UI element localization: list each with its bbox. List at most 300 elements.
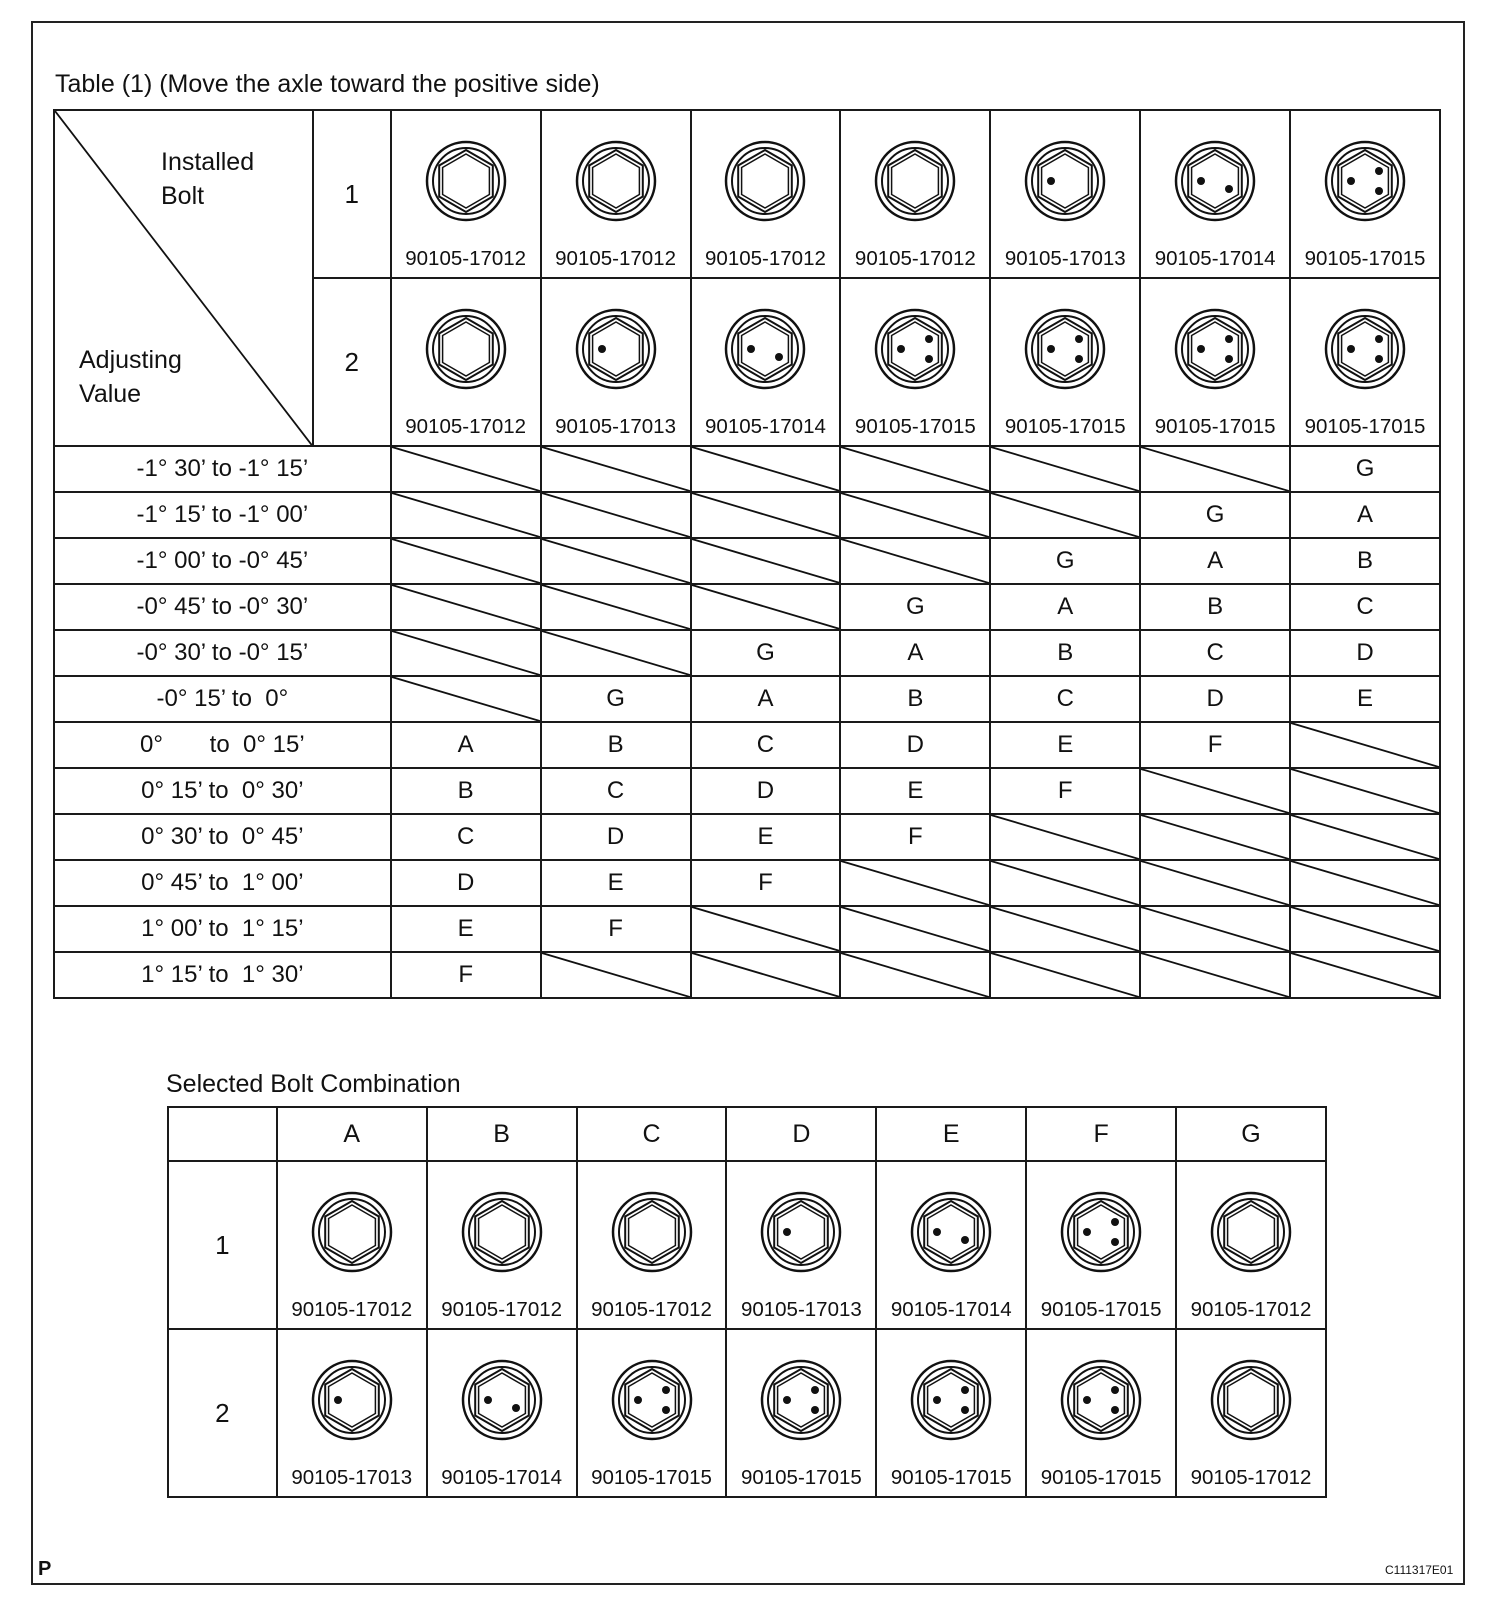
adjusting-value-row [54,906,1440,952]
bolt-mark-dot [1047,177,1055,185]
not-applicable-slash [1291,907,1439,951]
not-applicable-cell [541,584,691,630]
bolt-mark-dot [1075,355,1083,363]
not-applicable-slash [991,493,1139,537]
bolt-3-dot-icon [1173,307,1257,391]
bolt-mark-dot [1111,1218,1119,1226]
not-applicable-cell [990,860,1140,906]
not-applicable-cell [391,584,541,630]
bolt-mark-dot [811,1406,819,1414]
not-applicable-cell [840,492,990,538]
not-applicable-cell [1290,906,1440,952]
not-applicable-slash [1141,815,1289,859]
adjusting-value-row [54,630,1440,676]
not-applicable-slash [392,493,540,537]
part-number: 90105-17015 [591,1466,712,1489]
combination-letter-cell: D [391,860,541,906]
combination-letter-cell: C [691,722,841,768]
not-applicable-slash [1141,861,1289,905]
not-applicable-cell [391,538,541,584]
bolt-mark-dot [925,355,933,363]
combination-letter-cell: A [1140,538,1290,584]
not-applicable-slash [991,447,1139,491]
combination-letter-cell: A [990,584,1140,630]
combination-letter-cell: B [840,676,990,722]
combination-letter-cell: F [1140,722,1290,768]
not-applicable-cell [1290,952,1440,998]
bolt-cell [726,1329,876,1497]
combination-letter-cell: A [391,722,541,768]
bolt-0-dot-icon [610,1190,694,1274]
combination-header-row [168,1107,1326,1161]
not-applicable-cell [1290,860,1440,906]
adjusting-value-range: 1° 00’ to 1° 15’ [54,906,391,952]
not-applicable-cell [1140,860,1290,906]
not-applicable-slash [841,953,989,997]
bolt-cell [726,1161,876,1329]
not-applicable-cell [840,446,990,492]
adjusting-value-row [54,676,1440,722]
bolt-mark-dot [1197,177,1205,185]
bolt-mark-dot [1347,177,1355,185]
part-number: 90105-17015 [1004,415,1126,438]
adjusting-value-row [54,538,1440,584]
bolt-mark-dot [1111,1238,1119,1246]
header-blank-cell [168,1107,277,1161]
bolt-mark-dot [933,1396,941,1404]
not-applicable-cell [1290,768,1440,814]
bolt-cell [1176,1161,1326,1329]
adjusting-value-row [54,722,1440,768]
part-number: 90105-17012 [405,247,527,270]
not-applicable-cell [1290,722,1440,768]
bolt-mark-dot [1083,1228,1091,1236]
not-applicable-slash [542,539,690,583]
adjusting-value-row [54,584,1440,630]
bolt-position-number: 2 [168,1329,277,1497]
combination-letter-cell: C [391,814,541,860]
bolt-mark-dot [1111,1406,1119,1414]
bolt-position-number: 2 [313,278,391,446]
combination-letter-cell: E [1290,676,1440,722]
not-applicable-slash [392,447,540,491]
installed-bolt-row [54,110,1440,278]
bolt-2-dot-icon [909,1190,993,1274]
not-applicable-cell [541,492,691,538]
bolt-cell [1290,278,1440,446]
adjusting-value-range: -0° 15’ to 0° [54,676,391,722]
part-number: 90105-17014 [705,415,826,438]
combination-column-header: E [876,1107,1026,1161]
not-applicable-cell [391,630,541,676]
not-applicable-slash [392,585,540,629]
not-applicable-slash [1291,815,1439,859]
bolt-0-dot-icon [574,139,658,223]
not-applicable-slash [1291,723,1439,767]
combination-column-header: B [427,1107,577,1161]
part-number: 90105-17015 [1040,1466,1162,1489]
not-applicable-slash [542,631,690,675]
adjusting-value-row [54,446,1440,492]
not-applicable-cell [1140,446,1290,492]
adjusting-value-row [54,952,1440,998]
combination-letter-cell: C [541,768,691,814]
part-number: 90105-17012 [854,247,976,270]
bolt-cell [990,278,1140,446]
adjusting-value-range: 0° to 0° 15’ [54,722,391,768]
bolt-0-dot-icon [1209,1190,1293,1274]
bolt-mark-dot [1197,345,1205,353]
bolt-cell [541,278,691,446]
not-applicable-cell [990,906,1140,952]
not-applicable-cell [990,492,1140,538]
not-applicable-cell [1140,814,1290,860]
bolt-mark-dot [811,1386,819,1394]
not-applicable-slash [991,861,1139,905]
part-number: 90105-17014 [890,1298,1012,1321]
bolt-3-dot-icon [909,1358,993,1442]
not-applicable-slash [1141,769,1289,813]
not-applicable-slash [841,907,989,951]
bolt-mark-dot [1075,335,1083,343]
part-number: 90105-17015 [1304,247,1426,270]
selected-bolt-row [168,1329,1326,1497]
adjusting-value-row [54,814,1440,860]
not-applicable-slash [1141,953,1289,997]
bolt-3-dot-icon [1059,1358,1143,1442]
not-applicable-slash [1141,447,1289,491]
adjusting-value-row [54,768,1440,814]
bolt-mark-dot [1375,187,1383,195]
adjusting-value-range: -0° 30’ to -0° 15’ [54,630,391,676]
bolt-position-number: 1 [313,110,391,278]
bolt-cell [876,1329,1026,1497]
part-number: 90105-17015 [1040,1298,1162,1321]
not-applicable-cell [541,630,691,676]
not-applicable-cell [840,952,990,998]
bolt-mark-dot [783,1396,791,1404]
bolt-cell [1290,110,1440,278]
not-applicable-cell [990,952,1140,998]
adjusting-value-range: -1° 15’ to -1° 00’ [54,492,391,538]
not-applicable-cell [1140,952,1290,998]
not-applicable-slash [991,907,1139,951]
corner-mark: P [38,1558,52,1580]
part-number: 90105-17013 [740,1298,862,1321]
bolt-cell [1026,1161,1176,1329]
bolt-cell [840,110,990,278]
not-applicable-slash [1141,907,1289,951]
part-number: 90105-17012 [405,415,527,438]
not-applicable-cell [391,492,541,538]
adjusting-value-row [54,492,1440,538]
not-applicable-cell [990,814,1140,860]
bolt-3-dot-icon [759,1358,843,1442]
combination-letter-cell: E [391,906,541,952]
bolt-3-dot-icon [873,307,957,391]
bolt-mark-dot [662,1386,670,1394]
not-applicable-cell [541,952,691,998]
combination-letter-cell: F [391,952,541,998]
bolt-3-dot-icon [610,1358,694,1442]
not-applicable-cell [840,906,990,952]
not-applicable-cell [541,538,691,584]
part-number: 90105-17012 [1190,1466,1312,1489]
not-applicable-slash [692,953,840,997]
combination-letter-cell: C [1140,630,1290,676]
combination-letter-cell: E [990,722,1140,768]
combination-letter-cell: B [990,630,1140,676]
combination-letter-cell: B [1290,538,1440,584]
bolt-cell [1140,278,1290,446]
combination-column-header: D [726,1107,876,1161]
combination-letter-cell: A [1290,492,1440,538]
bolt-mark-dot [598,345,606,353]
not-applicable-cell [691,952,841,998]
adjusting-value-table [53,109,1441,999]
bolt-mark-dot [961,1386,969,1394]
not-applicable-slash [991,953,1139,997]
bolt-1-dot-icon [310,1358,394,1442]
bolt-3-dot-icon [1059,1190,1143,1274]
not-applicable-cell [691,492,841,538]
bolt-0-dot-icon [424,139,508,223]
not-applicable-cell [691,446,841,492]
combination-letter-cell: C [990,676,1140,722]
bolt-mark-dot [1225,355,1233,363]
bolt-0-dot-icon [460,1190,544,1274]
bolt-cell [840,278,990,446]
part-number: 90105-17014 [1154,247,1276,270]
bolt-mark-dot [1375,355,1383,363]
adjusting-value-label: Adjusting Value [79,346,182,408]
adjusting-value-range: 0° 45’ to 1° 00’ [54,860,391,906]
bolt-mark-dot [783,1228,791,1236]
bolt-cell [391,110,541,278]
bolt-cell [577,1329,727,1497]
bolt-cell [990,110,1140,278]
figure-code: C111317E01 [1385,1563,1454,1577]
bolt-mark-dot [747,345,755,353]
bolt-mark-dot [1347,345,1355,353]
not-applicable-slash [991,815,1139,859]
not-applicable-cell [1140,768,1290,814]
header-corner-cell [54,110,313,446]
bolt-mark-dot [484,1396,492,1404]
not-applicable-cell [691,584,841,630]
not-applicable-slash [542,493,690,537]
bolt-1-dot-icon [574,307,658,391]
bolt-mark-dot [775,353,783,361]
bolt-mark-dot [933,1228,941,1236]
not-applicable-slash [841,861,989,905]
combination-letter-cell: G [691,630,841,676]
not-applicable-slash [1291,953,1439,997]
adjusting-value-range: -1° 00’ to -0° 45’ [54,538,391,584]
not-applicable-slash [392,631,540,675]
part-number: 90105-17015 [890,1466,1012,1489]
bolt-0-dot-icon [873,139,957,223]
part-number: 90105-17013 [291,1466,413,1489]
combination-letter-cell: D [541,814,691,860]
combination-letter-cell: E [691,814,841,860]
bolt-cell [876,1161,1026,1329]
bolt-mark-dot [961,1406,969,1414]
combination-letter-cell: E [541,860,691,906]
selected-bolt-row [168,1161,1326,1329]
bolt-cell [577,1161,727,1329]
combination-column-header: G [1176,1107,1326,1161]
part-number: 90105-17013 [555,415,676,438]
bolt-mark-dot [1375,335,1383,343]
part-number: 90105-17014 [441,1466,563,1489]
bolt-cell [277,1161,427,1329]
not-applicable-cell [990,446,1140,492]
adjusting-value-range: 0° 30’ to 0° 45’ [54,814,391,860]
not-applicable-cell [541,446,691,492]
bolt-0-dot-icon [723,139,807,223]
bolt-1-dot-icon [1023,139,1107,223]
combination-letter-cell: D [1140,676,1290,722]
installed-bolt-label: Installed Bolt [161,148,255,210]
not-applicable-slash [841,447,989,491]
bolt-0-dot-icon [310,1190,394,1274]
bolt-cell [1176,1329,1326,1497]
bolt-cell [1026,1329,1176,1497]
not-applicable-cell [691,538,841,584]
combination-letter-cell: G [1140,492,1290,538]
bolt-cell [391,278,541,446]
combination-letter-cell: E [840,768,990,814]
not-applicable-slash [1291,861,1439,905]
combination-letter-cell: B [391,768,541,814]
not-applicable-slash [542,953,690,997]
adjusting-value-row [54,860,1440,906]
bolt-mark-dot [1225,335,1233,343]
combination-letter-cell: B [541,722,691,768]
not-applicable-slash [692,539,840,583]
part-number: 90105-17015 [854,415,976,438]
part-number: 90105-17015 [740,1466,862,1489]
bolt-mark-dot [961,1236,969,1244]
bolt-mark-dot [1375,167,1383,175]
bolt-mark-dot [334,1396,342,1404]
part-number: 90105-17012 [555,247,676,270]
not-applicable-slash [542,447,690,491]
combination-letter-cell: G [1290,446,1440,492]
not-applicable-cell [391,676,541,722]
bolt-cell [427,1161,577,1329]
bolt-mark-dot [925,335,933,343]
not-applicable-cell [1140,906,1290,952]
not-applicable-slash [392,677,540,721]
combination-letter-cell: D [840,722,990,768]
part-number: 90105-17012 [591,1298,712,1321]
not-applicable-slash [1291,769,1439,813]
not-applicable-cell [1290,814,1440,860]
not-applicable-slash [841,539,989,583]
not-applicable-slash [841,493,989,537]
bolt-3-dot-icon [1323,307,1407,391]
bolt-0-dot-icon [424,307,508,391]
bolt-cell [277,1329,427,1497]
not-applicable-slash [692,585,840,629]
combination-letter-cell: D [1290,630,1440,676]
not-applicable-slash [392,539,540,583]
combination-letter-cell: F [840,814,990,860]
part-number: 90105-17012 [1190,1298,1312,1321]
adjusting-value-range: -1° 30’ to -1° 15’ [54,446,391,492]
combination-letter-cell: A [691,676,841,722]
adjusting-value-range: -0° 45’ to -0° 30’ [54,584,391,630]
not-applicable-slash [542,585,690,629]
combination-letter-cell: F [691,860,841,906]
adjusting-value-range: 0° 15’ to 0° 30’ [54,768,391,814]
not-applicable-slash [692,493,840,537]
part-number: 90105-17012 [291,1298,413,1321]
not-applicable-slash [692,447,840,491]
combination-column-header: C [577,1107,727,1161]
not-applicable-cell [840,860,990,906]
combination-column-header: F [1026,1107,1176,1161]
bolt-mark-dot [512,1404,520,1412]
selected-bolt-combination-table [167,1106,1327,1498]
part-number: 90105-17015 [1304,415,1426,438]
bolt-cell [427,1329,577,1497]
bolt-1-dot-icon [759,1190,843,1274]
combination-letter-cell: G [541,676,691,722]
not-applicable-slash [692,907,840,951]
combination-column-header: A [277,1107,427,1161]
bolt-cell [691,278,841,446]
bolt-mark-dot [1083,1396,1091,1404]
bolt-mark-dot [1047,345,1055,353]
bolt-cell [541,110,691,278]
adjusting-value-range: 1° 15’ to 1° 30’ [54,952,391,998]
not-applicable-cell [840,538,990,584]
bolt-mark-dot [1225,185,1233,193]
combination-letter-cell: D [691,768,841,814]
bolt-2-dot-icon [723,307,807,391]
combination-letter-cell: B [1140,584,1290,630]
combination-letter-cell: A [840,630,990,676]
combination-letter-cell: G [840,584,990,630]
bolt-mark-dot [1111,1386,1119,1394]
bolt-cell [691,110,841,278]
bolt-cell [1140,110,1290,278]
combination-letter-cell: F [541,906,691,952]
bolt-mark-dot [634,1396,642,1404]
combination-letter-cell: F [990,768,1140,814]
part-number: 90105-17015 [1154,415,1276,438]
bolt-mark-dot [897,345,905,353]
part-number: 90105-17012 [441,1298,563,1321]
combination-letter-cell: C [1290,584,1440,630]
bolt-position-number: 1 [168,1161,277,1329]
bolt-3-dot-icon [1023,307,1107,391]
bolt-2-dot-icon [1173,139,1257,223]
bolt-mark-dot [662,1406,670,1414]
table1-title: Table (1) (Move the axle toward the positive side) [55,70,600,98]
table2-title: Selected Bolt Combination [166,1070,461,1098]
part-number: 90105-17013 [1004,247,1126,270]
bolt-3-dot-icon [1323,139,1407,223]
not-applicable-cell [391,446,541,492]
bolt-0-dot-icon [1209,1358,1293,1442]
bolt-2-dot-icon [460,1358,544,1442]
combination-letter-cell: G [990,538,1140,584]
part-number: 90105-17012 [705,247,826,270]
